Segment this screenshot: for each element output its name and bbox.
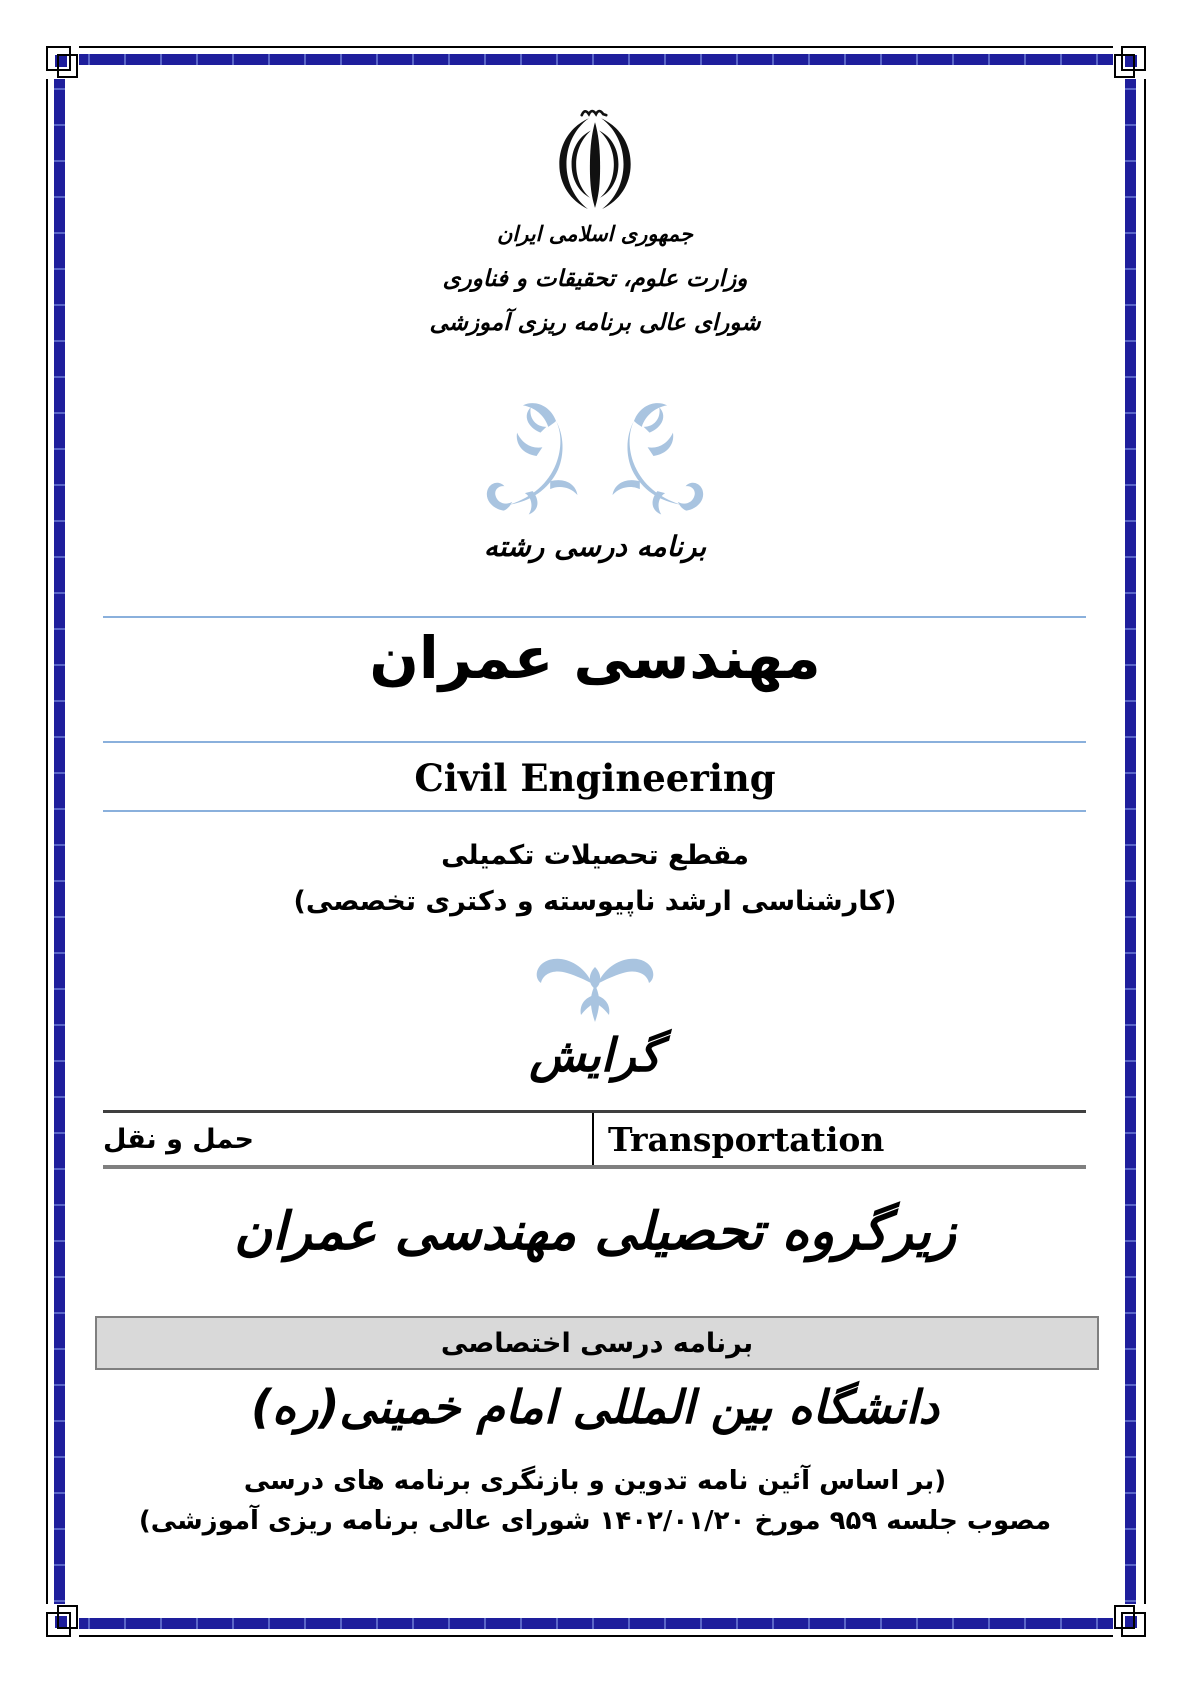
corner-square-icon [1114, 1605, 1135, 1629]
program-title-fa: مهندسی عمران [369, 624, 821, 692]
corner-square-icon [57, 1605, 78, 1629]
floral-flourish-icon [482, 394, 708, 526]
frame-corner-ornament-icon [1113, 1604, 1147, 1638]
iran-national-emblem-icon [544, 106, 646, 216]
subgroup-line: زیرگروه تحصیلی مهندسی عمران [234, 1202, 956, 1262]
frame-corner-ornament-icon [45, 45, 79, 79]
orientation-table [103, 1110, 1086, 1169]
orientation-name-fa: حمل و نقل [103, 1113, 594, 1165]
banner-label: برنامه درسی اختصاصی [440, 1327, 754, 1359]
banner-specialized-curriculum [95, 1316, 1099, 1370]
program-title-en: Civil Engineering [414, 756, 776, 800]
orientation-label: گرایش [529, 1028, 661, 1082]
frame-band-top [54, 54, 1136, 65]
level-detail: (کارشناسی ارشد ناپیوسته و دکتری تخصصی) [293, 886, 897, 917]
university-line: دانشگاه بین المللی امام خمینی(ره) [251, 1380, 939, 1434]
frame-band-bottom [54, 1618, 1136, 1629]
fleuron-icon [533, 946, 657, 1028]
org-line-republic: جمهوری اسلامی ایران [496, 222, 694, 246]
frame-band-left [54, 54, 65, 1629]
divider-rule [103, 741, 1086, 743]
level-title: مقطع تحصیلات تکمیلی [441, 840, 749, 871]
corner-square-icon [57, 54, 78, 78]
frame-corner-ornament-icon [45, 1604, 79, 1638]
frame-band-right [1125, 54, 1136, 1629]
frame-corner-ornament-icon [1113, 45, 1147, 79]
orientation-name-en: Transportation [608, 1119, 885, 1159]
approval-line-1: (بر اساس آئین نامه تدوین و بازنگری برنامه های درسی [243, 1466, 947, 1496]
approval-line-2: مصوب جلسه ۹۵۹ مورخ ۱۴۰۲/۰۱/۲۰ شورای عالی برنامه ریزی آموزشی) [138, 1506, 1052, 1536]
corner-square-icon [1114, 54, 1135, 78]
org-line-ministry: وزارت علوم، تحقیقات و فناوری [442, 266, 748, 292]
org-line-council: شورای عالی برنامه ریزی آموزشی [429, 310, 761, 336]
divider-rule [103, 810, 1086, 812]
divider-rule [103, 616, 1086, 618]
program-intro-label: برنامه درسی رشته [483, 530, 707, 563]
